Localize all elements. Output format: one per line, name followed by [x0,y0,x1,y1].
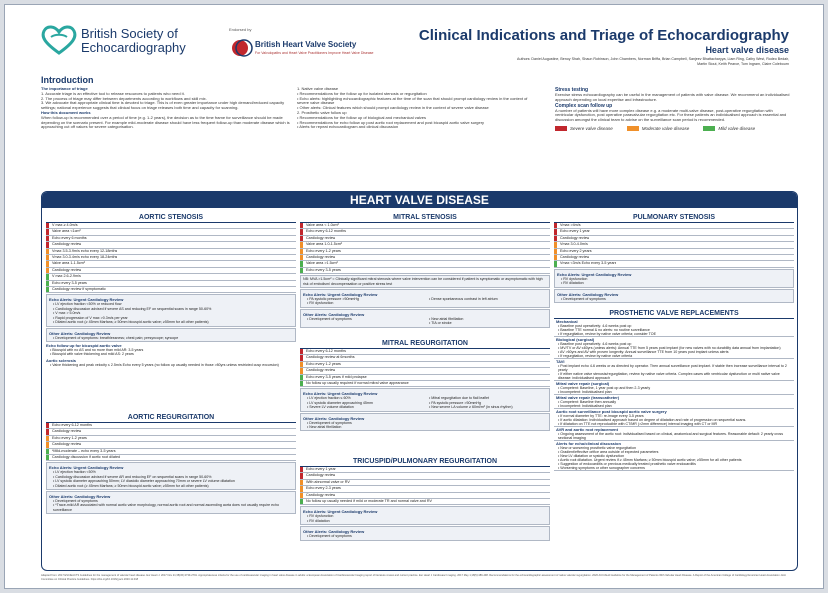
other-heading: Other Alerts: Cardiology Review [557,291,619,297]
triage-list [41,92,291,111]
list-item: 1. Accurate triage is an effective tool to release resources to patients who need it. [41,90,185,96]
bullet: • TIA or stroke [429,321,452,326]
row-text: Echo every 3-5 years if mild prolapse [306,374,367,379]
row-text: Cardiology review [306,255,336,260]
list-item: • Echo alerts: highlighting echocardiographic features at the time of the scan that should prompt cardiology review in the context of severe valve disease [297,95,528,106]
row-text: Cardiology review [306,368,336,373]
legend-item [627,126,690,131]
row-text: Cardiology review [52,429,82,434]
bullet: • Valve thickening and peak velocity ≤ 2.5m/s Echo every 5 years (no follow up usually needed in those >80yrs unless restricted cusp excursion) [50,362,279,367]
other-alerts [300,309,550,328]
group-heading: Aortic root surveillance post bicuspid aortic valve surgery [556,409,667,414]
header [5,5,824,69]
endorsed-label: Endorsed by [229,27,252,32]
other-alerts [46,328,296,342]
mitral-regurgitation-section [300,338,550,431]
alert-heading: Echo Alerts: Urgent Cardiology Review [49,465,124,471]
other-heading: Other Alerts: Cardiology Review [303,311,365,317]
alert-heading: Echo Alerts: Urgent Cardiology Review [557,271,632,277]
section-title: AORTIC REGURGITATION [46,412,296,423]
two-col [303,396,547,409]
pulmonary-stenosis-section [554,212,794,303]
aortic-regurgitation-section [46,412,296,514]
row-text: Echo every 2 years [560,248,592,253]
list-item: • Recommendations for the follow up for isolated stenosis or regurgitation [297,90,427,96]
bullet: • Post implant echo 4-6 weeks or as directed by operator. Then annual surveillance post implant. If stable then increase surveillance interval to 2 yearly [558,364,787,372]
bullet: • LV ejection fraction <50% or reduced flow [53,302,122,307]
bullet: • Cardiology discussion advised if severe AS and reducing EF on sequential scans in range 50-60% [53,306,212,311]
bullet: • If regurgitation, review by native valve criteria [558,354,633,358]
bullet: • Cardiology discussion advised if severe AR and reducing EF on sequential scans in range 50-60% [53,474,212,479]
bullet: • LV ejection fraction ≤ 60% [307,396,351,401]
row-text: Echo every 3-5 years [52,280,87,285]
bullet: • Dilated aortic root (≥ 45mm Marfans; ≥ 50mm bicuspid aortic valve; ≥55mm for all other patients) [53,483,209,488]
bullet: • Development of symptoms [561,296,606,301]
group-heading: Biological (surgical) [556,337,595,342]
row-text: No follow up usually required if normal mitral valve appearance [306,381,409,386]
prosthetic-group [554,395,794,409]
col-left [303,297,425,306]
stress-text: Exercise stress echocardiography can be useful in the management of patients with valve disease. We recommend an individualised approach depending on local expertise and infrastructure. [555,92,790,102]
bullet: • PA systolic pressure >50mmHg [429,400,482,405]
row-text: With abnormal valve or RV [306,479,350,484]
prosthetic-group [554,441,794,471]
bullet: • Development of symptoms [307,534,352,539]
bullet: • RV dysfunction [561,276,588,281]
section-title: AORTIC STENOSIS [46,212,296,223]
bullet: • RV dilatation [561,281,584,286]
echo-alerts [46,294,296,326]
complex-heading: Complex scan follow up [555,102,613,109]
severity-row [300,268,550,274]
bhvs-name: British Heart Valve Society [255,40,357,49]
authors: Authors: Daniel Augustine, Benoy Shah, Shaun Robinson, John Chambers, Norman Briffa, Brian Campbell, Sanjeev Bhattacharyya, Liam Ring, Cathy West, Rodeo Bedair, Martin Stout, Keith Pearce, Tom Ingram, Claire Colebourn [517,57,789,66]
page-subtitle: Heart valve disease [705,45,789,55]
bullet: • V max > 5.0m/s [53,311,81,316]
complex-text: A number of patients will have more complex disease e.g. a moderate multi-valve disease, post-operative regurgitation with ventricular dysfunction, post operative paravalvular regurgitation etc. For these patients an individualised approach is essential and discussion amongst the clinical team to advise on the surveillance scan period is recommended. [555,107,787,123]
other-heading: Other Alerts: Cardiology Review [49,330,111,336]
follow-text: When follow-up is recommended over a period of time (e.g. 1-2 years), the decision as to the time frame for surveillance should be made depending on the scenario present. For example mild-moderate disease should have less frequent follow-up than moderate disease which is approaching cut off values for severe categorisation. [41,114,290,130]
row-text: Cardiology review [560,235,590,240]
legend-label: Severe valve disease [570,125,613,131]
col-right [425,297,547,306]
bullet: • Bicuspid with valve thickening and mild AS: 2 years [50,352,134,357]
list-item: • Alerts for repeat echocardiogram and clinical discussion [297,124,399,130]
legend-item [703,126,755,131]
row-text: Vmax >4m/s [560,223,581,227]
row-text: Cardiology review [52,442,82,447]
bullet: • Competent: Baseline, 1 year post op and then 2-3 yearly [558,386,651,390]
aortic-stenosis-section [46,212,296,367]
echo-alerts [300,506,550,525]
bullet: • Baseline TTE normal & no alerts: no routine surveillance [558,328,650,332]
org-name: British Society of Echocardiography [81,26,186,55]
legend-swatch [555,126,567,131]
bullet: • New severe LA volume ≥ 60ml/m² (in sinus rhythm) [429,405,513,410]
echo-alerts [300,388,550,411]
bhvs-logo-icon [231,39,253,57]
bullet: • Worsening symptoms or other sonographer concerns [558,466,645,470]
list-item: • Other alerts: Clinical features which should prompt cardiology review in the context of severe valve disease [297,105,489,111]
row-text: Echo every 1-2 years [306,361,341,366]
row-text: *Mild-moderate – echo every 3-5 years [52,448,116,453]
row-text: Cardiology review [306,473,336,478]
bullet: • Development of symptoms [307,420,352,425]
bullet: • New atrial fibrillation [429,316,464,321]
bullet: • New or worsening prosthetic valve regurgitation [558,446,636,450]
severity-legend [555,126,791,131]
alert-heading: Echo Alerts: Urgent Cardiology Review [303,391,378,397]
row-text: Cardiology review at 6months [306,355,355,360]
stress-heading: Stress testing [555,87,589,93]
bullet: • If normal diameter by TTE: re-image every 3-5 years [558,414,644,418]
bullet: • Bicuspid with no AS and no more than mild AR: 3-5 years [50,347,144,352]
bullet: • LV systolic diameter approaching 45mm [307,400,373,405]
list-item: 2. Prosthetic valve follow up [297,109,347,115]
bullet: • Severe LV volume dilatation [307,405,354,410]
references: Adapted from: 2017 ESC/EACTS Guidelines for the management of valvular heart disease. Eur Heart J. 2017 Nov 21;38(36):2739-2791. Appropriateness criteria for the use of cardiovascular imaging in heart valve disease in adults: a European Association of Cardiovascular Imaging report of literature review and current practice. Eur Heart J Cardiovasc Imaging. 2017 May 1;18(5):489-498. Recommendations for the echocardiographic assessment of native valvular regurgitation. 2020 ACC/AHA Guideline for the Management of Patients With Valvular Heart Disease. A Report of the American College of Cardiology/American Heart Association Joint Committee on Clinical Practice Guidelines. https://doi.org/10.1016/j.jacc.2020.11.018 [41,574,786,581]
heart-valve-panel [41,191,798,571]
banner: HEART VALVE DISEASE [42,192,797,208]
row-text: V max 2.6-2.9m/s [52,274,81,279]
row-text: V max ≥ 4.0m/s [52,223,78,227]
section-title: TRICUSPID/PULMONARY REGURGITATION [300,456,550,467]
bullet: • If aortic dilatation: Individualised approach based on degree of dilatation and rate of progression on sequential scans. [558,418,747,422]
row-text: No follow up usually needed if mild or moderate TR and normal valve and RV [306,499,432,504]
col-right [425,317,547,326]
row-text: Valve area >1.5cm² [306,261,338,266]
contents-list [297,87,537,130]
stress-column [555,87,791,131]
bullet: • Baseline post operatively: 4-6 weeks post op [558,324,632,328]
bullet: • LV systolic diameter approaching 50mm; LV diastolic diameter approaching 70mm or severe LV volume dilatation [53,479,235,484]
bullet: • RV dilatation [307,518,330,523]
list-item: • Recommendations for the follow up of biological and mechanical valves [297,114,427,120]
row-text: Cardiology review [306,235,336,240]
bullet: • Incompetent: Individualised plan [558,404,612,408]
mitral-stenosis-section [300,212,550,328]
row-text: Vmax 3.0-3.4m/s echo every 18-24mths [52,255,118,260]
other-heading: Other Alerts: Cardiology Review [303,529,365,535]
bullet: • AV >60yrs and AV with proven longevity: Annual surveillance TTE from 10 years post implant unless alerts [558,350,729,354]
bullet: • Dense spontaneous contrast in left atrium [429,297,498,302]
severity-row [554,261,794,267]
row-text: Valve area 1-1.5cm² [52,261,85,266]
bullet: • Competent: Baseline then annually [558,400,616,404]
row-text: Echo every 3-5 years [306,267,341,272]
bse-heart-logo-icon [41,25,77,55]
bav-heading: Echo follow up for bicuspid aortic valve [46,342,122,348]
bullet: • Ongoing assessment of the aortic root: individualised based on clinical, anatomical and surgical features. Reasonable default: 2 yearly cross sectional imaging [558,432,783,440]
row-text: Vmax 3.0-4.0m/s [560,242,588,247]
row-text: Cardiology review [52,267,82,272]
bullet: • If either native valve stenosis/regurgitation, review by native valve criteria. Complex cases with ventricular dysfunction or multi native valve disease: individualised approach [558,372,780,380]
severity-row [46,455,296,461]
group-heading: AVR and aortic root replacement [556,427,618,432]
prosthetic-group [554,337,794,359]
bullet: • Aortic root dilatation. Urgent review if ≥ 45mm Marfans; ≥ 50mm bicuspid aortic valve; ≥55mm for all other patients [558,458,742,462]
severity-row [300,499,550,505]
list-item: 1. Native valve disease [297,86,339,91]
row-text: Cardiology review [306,492,336,497]
triage-heading: The importance of triage [41,86,88,91]
legend-item [555,126,613,131]
list-item: 3. We advocate that appropriate clinical time is devoted to triage. This is of even greater importance under high demand/reduced capacity settings; national experience suggests that clinical focus on triage releases both time and capacity for scanning. [41,100,285,111]
row-text: Echo every 1-2 years [52,435,87,440]
row-text: Echo every 1 year [306,467,336,471]
other-heading: Other Alerts: Cardiology Review [303,415,365,421]
bullet: • Development of symptoms [307,316,352,321]
row-text: Cardiology review [52,242,82,247]
note: NB: MVA >1.5cm² = Clinically significant mitral stenosis where valve intervention can be considered if patient is symptomatic or asymptomatic with high risk of embolism/ decompensation or positive stress test [300,275,550,288]
other-alerts [300,413,550,432]
row-text: Echo every 1-2 years [306,248,341,253]
bullet: • RV dysfunction [307,514,334,519]
row-text: Valve area < 1.0cm² [306,223,339,227]
page-title: Clinical Indications and Triage of Echocardiography [418,27,789,44]
bullet: • New atrial fibrillation [307,425,342,430]
row-text: Cardiology discussion if aortic root dilated [52,455,121,460]
tricuspid-section [300,456,550,541]
sclerosis-heading: Aortic sclerosis [46,357,77,363]
bullet: • Dilated aortic root (≥ 45mm Marfans; ≥ 50mm bicuspid aortic valve; ≥55mm for all other patients) [53,320,209,325]
alert-heading: Echo Alerts: Urgent Cardiology Review [49,297,124,303]
col-left [303,396,425,409]
bullet: • Suggestion of endocarditis or previous medically treated prosthetic valve endocarditis [558,462,696,466]
introduction [41,75,291,130]
bullet: • Mitral regurgitation due to flail leaflet [429,396,489,401]
other-alerts [300,526,550,540]
bullet: • If dilatation on TTE not reproducible with CT/MR (>2mm difference) interval imaging with CT or MR [558,422,718,426]
prosthetic-group [554,381,794,395]
row-text: Vmax 3.5-3.9m/s echo every 12-18mths [52,248,118,253]
echo-alerts [46,462,296,490]
row-text: Cardiology review [560,255,590,260]
group-heading: Mitral valve repair (transcatheter) [556,395,620,400]
group-heading: Alerts for echo/clinical discussion [556,441,621,446]
legend-label: Mild valve disease [718,125,756,131]
bhvs-subtitle: For Valvulopaths and Heart Valve Practitioners Improve Heart Valve Disease [255,51,374,55]
bullet: • PA systolic pressure >50mmHg [307,297,360,302]
bullet: • Baseline post operatively: 4-6 weeks post op [558,342,632,346]
legend-label: Moderate valve disease [641,125,690,131]
row-text: Echo every 6-12 months [306,349,346,353]
severity-row [46,287,296,293]
row-text: Echo every 1 year [560,229,590,234]
poster [4,4,824,589]
echo-alerts [554,269,794,288]
list-item: • Recommendations for echo follow up post aortic root replacement and post bicuspid aortic valve surgery [297,119,485,125]
prosthetic-group [554,427,794,441]
section-title: MITRAL STENOSIS [300,212,550,223]
bullet: • MV/TV or AV ≤60yrs (unless alerts): Annual TTE from 5 years post implant (for new valves with no durability data annual from implantation) [558,346,781,350]
row-text: Echo every 6 months [52,235,87,240]
row-text: Echo every 6-12 months [52,423,92,427]
two-col [303,317,547,326]
bullet: • Development of symptoms [53,499,98,504]
other-heading: Other Alerts: Cardiology Review [49,494,111,500]
bullet: • *Trace-mild AR associated with normal aortic valve morphology, normal aortic root and normal ascending aorta does not usually require echo surveillance [53,503,279,512]
severity-row [300,381,550,387]
bullet: • If regurgitation, review by native valve criteria; consider TOE [558,332,656,336]
alert-heading: Echo Alerts: Urgent Cardiology Review [303,509,378,515]
bullet: • New LV dilatation or systolic dysfunction [558,454,625,458]
bullet: • Gradient/effective orifice area outside of expected parameters [558,450,659,454]
group-heading: TAVI [556,359,565,364]
row-text: Echo every 6-12 months [306,229,346,234]
row-text: Valve area 1.0-1.5cm² [306,242,343,247]
group-heading: Mechanical [556,319,578,324]
other-alerts [554,289,794,303]
prosthetic-section [554,308,794,471]
section-title: PROSTHETIC VALVE REPLACEMENTS [554,308,794,319]
prosthetic-group [554,319,794,337]
col-right [425,396,547,409]
other-alerts [46,491,296,514]
echo-alerts [300,289,550,308]
row-text: Echo every 2-3 years [306,486,341,491]
prosthetic-group [554,409,794,427]
intro-heading: Introduction [41,75,94,85]
legend-swatch [627,126,639,131]
alert-heading: Echo Alerts: Urgent Cardiology Review [303,292,378,298]
bullet: • Incompetent: Individualised plan [558,390,612,394]
section-title: PULMONARY STENOSIS [554,212,794,223]
two-col [303,297,547,306]
col-left [303,317,425,326]
row-text: Cardiology review if symptomatic [52,287,106,292]
row-text: Vmax <3m/s Echo every 3-5 years [560,261,617,266]
row-text: Valve area <1cm² [52,229,81,234]
prosthetic-group [554,359,794,381]
bullet: • LV ejection fraction <50% [53,470,96,475]
section-title: MITRAL REGURGITATION [300,338,550,349]
bullet: • RV dysfunction [307,301,334,306]
group-heading: Mitral valve repair (surgical) [556,381,610,386]
follow-heading: How this document works [41,109,91,115]
bullet: • Rapid progression of V max >0.3m/s per year [53,315,128,320]
list-item: 2. The process of triage may differ between departments according to workflows and skill mix. [41,95,207,101]
legend-swatch [703,126,715,131]
bullet: • Development of symptoms: breathlessness; chest pain; presyncope; syncope [53,335,179,340]
